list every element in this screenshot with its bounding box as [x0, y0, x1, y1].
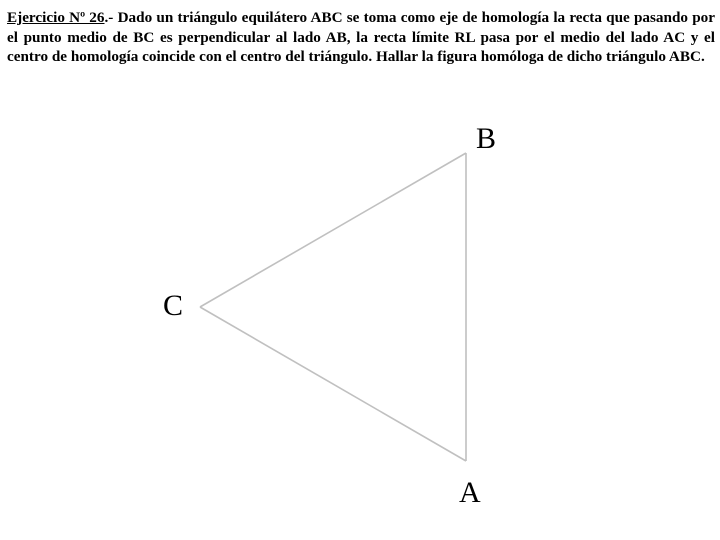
- side-ca: [200, 307, 466, 461]
- exercise-text: Dado un triángulo equilátero ABC se toma como eje de homología la recta que pasando por el punto medio de BC es perpendicular al lado AB, la recta límite RL pasa por el medio del lado AC y el centro de homología coincide con el centro del triángulo. Hallar la figura homóloga de dicho triángulo ABC.: [7, 9, 716, 65]
- side-bc: [200, 153, 466, 307]
- vertex-label-b: B: [476, 122, 497, 155]
- vertex-label-a: A: [459, 476, 481, 509]
- exercise-title-suffix: .-: [104, 9, 114, 26]
- exercise-title: Ejercicio Nº 26: [7, 9, 105, 26]
- vertex-label-c: C: [163, 289, 184, 322]
